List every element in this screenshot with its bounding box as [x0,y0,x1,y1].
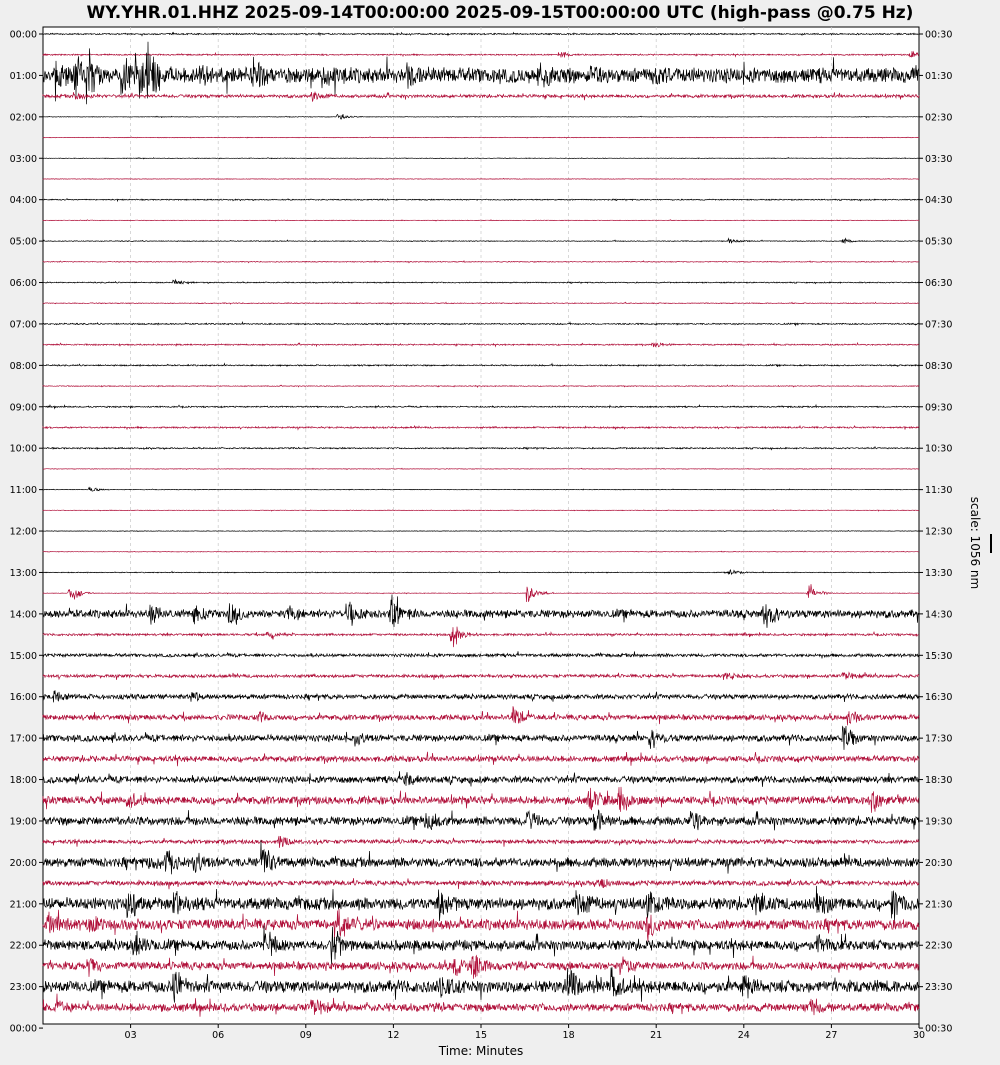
x-tick-label: 30 [912,1030,926,1041]
right-time-label: 01:30 [925,70,953,82]
x-tick-label: 12 [387,1030,400,1041]
x-tick-label: 09 [299,1030,312,1041]
right-time-label: 19:30 [925,816,953,828]
left-time-label: 03:00 [9,153,37,165]
right-time-label: 02:30 [925,112,953,124]
right-time-label: 22:30 [925,940,953,952]
x-tick-label: 03 [124,1030,137,1041]
right-time-label: 15:30 [925,650,953,662]
x-tick-label: 18 [562,1030,575,1041]
right-time-label: 08:30 [925,360,953,372]
left-time-label: 13:00 [9,567,37,579]
left-time-label: 20:00 [9,857,37,869]
x-axis-ticks [125,1024,925,1041]
left-time-labels [10,30,43,1035]
left-time-label: 07:00 [9,319,37,331]
right-time-label: 00:30 [925,29,953,41]
right-time-label: 11:30 [925,485,953,497]
right-time-label: 09:30 [925,402,953,414]
left-time-label: 21:00 [9,899,37,911]
left-time-label: 11:00 [9,485,37,497]
left-time-label: 17:00 [9,733,37,745]
x-axis-label: Time: Minutes [438,1044,524,1058]
chart-title: WY.YHR.01.HHZ 2025-09-14T00:00:00 2025-09-15T00:00:00 UTC (high-pass @0.75 Hz) [86,3,914,23]
x-tick-label: 06 [212,1030,225,1041]
x-tick-label: 27 [825,1030,838,1041]
x-tick-label: 15 [474,1030,488,1041]
left-time-label: 15:00 [9,650,37,662]
right-time-label: 13:30 [925,567,953,579]
right-time-label: 14:30 [925,609,953,621]
left-time-label: 18:00 [9,775,37,787]
right-time-label: 07:30 [925,319,953,331]
right-time-label: 10:30 [925,443,953,455]
scale-label: scale: 1056 nm [968,496,982,590]
right-time-labels [919,30,952,1035]
right-time-label: 12:30 [925,526,953,538]
left-time-label: 10:00 [9,443,37,455]
left-time-label: 00:00 [9,1023,37,1035]
right-time-label: 16:30 [925,692,953,704]
left-time-label: 04:00 [9,195,37,207]
x-tick-label: 24 [737,1030,750,1041]
right-time-label: 21:30 [925,899,953,911]
left-time-label: 12:00 [9,526,37,538]
left-time-label: 09:00 [9,402,37,414]
left-time-label: 06:00 [9,278,37,290]
right-time-label: 03:30 [925,153,953,165]
left-time-label: 16:00 [9,692,37,704]
right-time-label: 17:30 [925,733,953,745]
right-time-label: 00:30 [925,1023,953,1035]
left-time-label: 19:00 [9,816,37,828]
left-time-label: 08:00 [9,360,37,372]
right-time-label: 05:30 [925,236,953,248]
left-time-label: 01:00 [9,70,37,82]
right-time-label: 18:30 [925,775,953,787]
x-tick-label: 21 [650,1030,663,1041]
left-time-label: 00:00 [9,29,37,41]
right-time-label: 06:30 [925,278,953,290]
left-time-label: 05:00 [9,236,37,248]
left-time-label: 14:00 [9,609,37,621]
left-time-label: 23:00 [9,982,37,994]
left-time-label: 02:00 [9,112,37,124]
left-time-label: 22:00 [9,940,37,952]
right-time-label: 20:30 [925,857,953,869]
right-time-label: 23:30 [925,982,953,994]
right-time-label: 04:30 [925,195,953,207]
